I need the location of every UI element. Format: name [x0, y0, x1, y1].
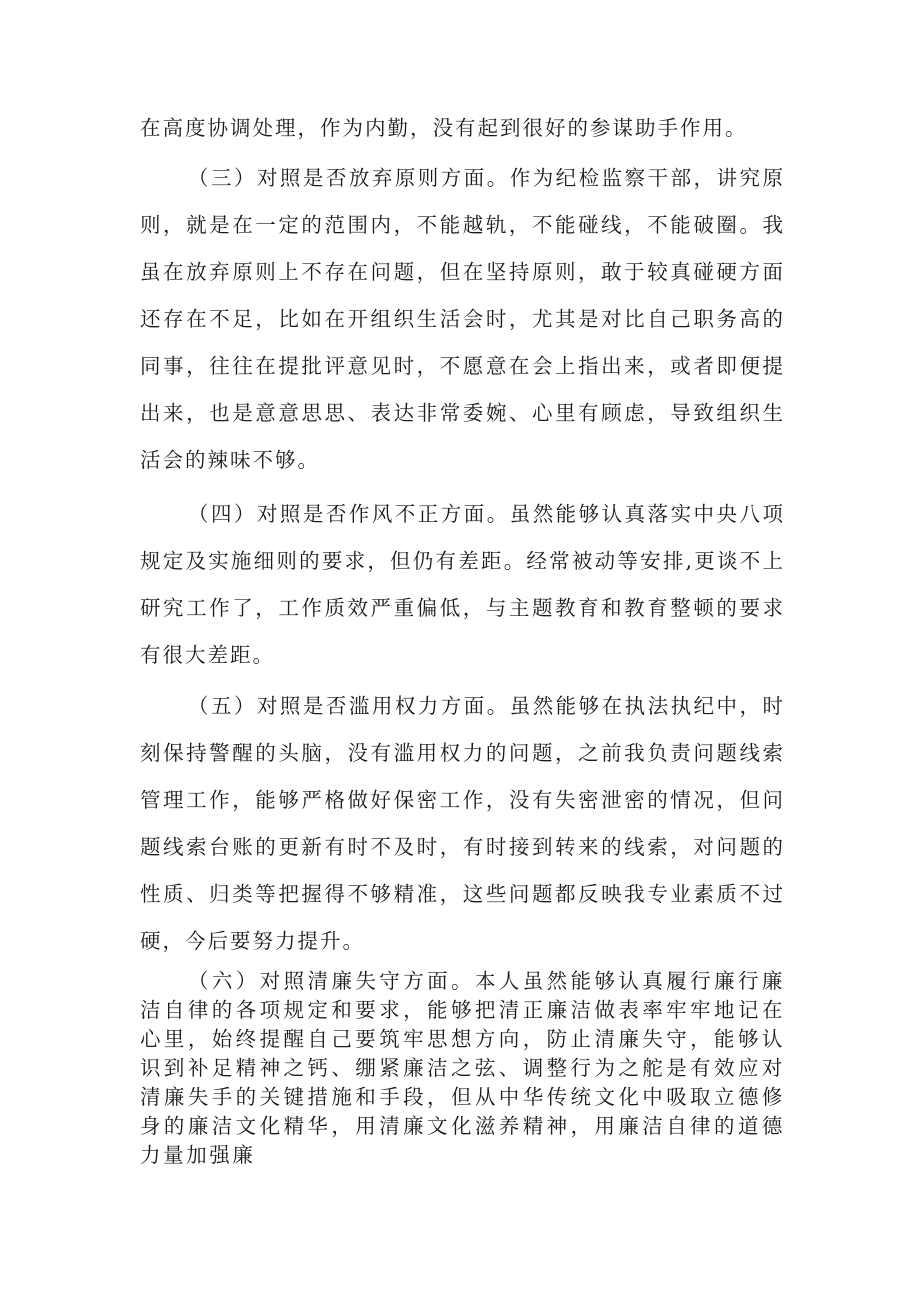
- paragraph-section-three: （三）对照是否放弃原则方面。作为纪检监察干部，讲究原则，就是在一定的范围内，不能越轨，不能碰线，不能破圈。我虽在放弃原则上不存在问题，但在坚持原则，敢于较真碰硬方面还存在不足，比如在开组织生活会时，尤其是对比自己职务高的同事，往往在提批评意见时，不愿意在会上指出来，或者即便提出来，也是意意思思、表达非常委婉、心里有顾虑，导致组织生活会的辣味不够。: [140, 166, 785, 472]
- paragraph-section-six: （六）对照清廉失守方面。本人虽然能够认真履行廉行廉洁自律的各项规定和要求，能够把清正廉洁做表率牢牢地记在心里，始终提醒自己要筑牢思想方向，防止清廉失守，能够认识到补足精神之钙、绷紧廉洁之弦、调整行为之舵是有效应对清廉失手的关键措施和手段，但从中华传统文化中吸取立德修身的廉洁文化精华，用清廉文化滋养精神，用廉洁自律的道德力量加强廉: [140, 969, 785, 1167]
- paragraph-section-five: （五）对照是否滥用权力方面。虽然能够在执法执纪中，时刻保持警醒的头脑，没有滥用权力的问题，之前我负责问题线索管理工作，能够严格做好保密工作，没有失密泄密的情况，但问题线索台账的更新有时不及时，有时接到转来的线索，对问题的性质、归类等把握得不够精准，这些问题都反映我专业素质不过硬，今后要努力提升。: [140, 694, 785, 953]
- paragraph-section-four: （四）对照是否作风不正方面。虽然能够认真落实中央八项规定及实施细则的要求，但仍有差距。经常被动等安排,更谈不上研究工作了，工作质效严重偏低，与主题教育和教育整顿的要求有很大差距。: [140, 502, 785, 667]
- paragraph-continuation: 在高度协调处理，作为内勤，没有起到很好的参谋助手作用。: [140, 116, 748, 140]
